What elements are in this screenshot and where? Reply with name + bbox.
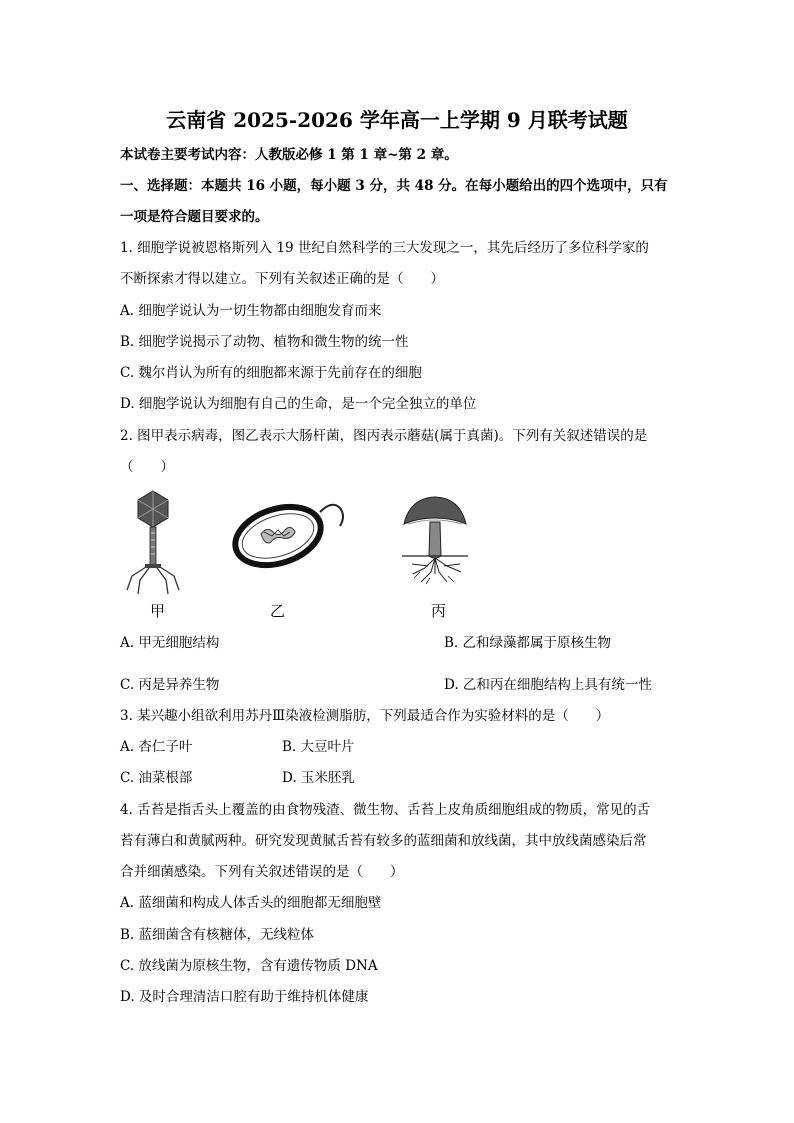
q1-stem-line1: 1. 细胞学说被恩格斯列入 19 世纪自然科学的三大发现之一，其先后经历了多位科学家的 — [120, 240, 649, 256]
q4-option-c: C. 放线菌为原核生物，含有遗传物质 DNA — [120, 958, 378, 974]
q1-option-a: A. 细胞学说认为一切生物都由细胞发育而来 — [120, 303, 382, 319]
q3-option-c: C. 油菜根部 — [120, 770, 193, 786]
figure-label-yi: 乙 — [270, 602, 286, 620]
q2-option-b: B. 乙和绿藻都属于原核生物 — [444, 635, 612, 651]
exam-scope: 本试卷主要考试内容：人教版必修 1 第 1 章~第 2 章。 — [120, 147, 458, 163]
q3-option-b: B. 大豆叶片 — [282, 739, 355, 755]
q3-option-d: D. 玉米胚乳 — [282, 770, 355, 786]
figure-label-bing: 丙 — [431, 602, 447, 620]
figure-label-jia: 甲 — [150, 602, 166, 620]
q1-option-d: D. 细胞学说认为细胞有自己的生命，是一个完全独立的单位 — [120, 396, 477, 412]
bacterium-illustration — [228, 496, 348, 576]
q4-option-b: B. 蓝细菌含有核糖体，无线粒体 — [120, 927, 315, 943]
q3-option-a: A. 杏仁子叶 — [120, 739, 193, 755]
q2-option-c: C. 丙是异养生物 — [120, 677, 220, 693]
q2-option-a: A. 甲无细胞结构 — [120, 635, 220, 651]
q2-option-d: D. 乙和丙在细胞结构上具有统一性 — [444, 677, 652, 693]
q3-stem: 3. 某兴趣小组欲利用苏丹Ⅲ染液检测脂肪，下列最适合作为实验材料的是（ ） — [120, 708, 610, 724]
q4-stem-line2: 苔有薄白和黄腻两种。研究发现黄腻舌苔有较多的蓝细菌和放线菌，其中放线菌感染后常 — [120, 833, 647, 849]
mushroom-illustration — [400, 494, 470, 590]
page-title: 云南省 2025-2026 学年高一上学期 9 月联考试题 — [166, 108, 628, 132]
q4-stem-line1: 4. 舌苔是指舌头上覆盖的由食物残渣、微生物、舌苔上皮角质细胞组成的物质，常见的舌 — [120, 802, 651, 818]
q2-stem-line2: （ ） — [120, 459, 174, 475]
q4-stem-line3: 合并细菌感染。下列有关叙述错误的是（ ） — [120, 864, 404, 880]
q1-option-c: C. 魏尔肖认为所有的细胞都来源于先前存在的细胞 — [120, 365, 422, 381]
q4-option-d: D. 及时合理清洁口腔有助于维持机体健康 — [120, 989, 369, 1005]
q1-stem-line2: 不断探索才得以建立。下列有关叙述正确的是（ ） — [120, 271, 444, 287]
q4-option-a: A. 蓝细菌和构成人体舌头的细胞都无细胞壁 — [120, 895, 382, 911]
q1-option-b: B. 细胞学说揭示了动物、植物和微生物的统一性 — [120, 334, 409, 350]
section-heading-line1: 一、选择题：本题共 16 小题，每小题 3 分，共 48 分。在每小题给出的四个选项中，只有 — [120, 178, 668, 194]
virus-illustration — [118, 488, 188, 598]
q2-stem-line1: 2. 图甲表示病毒，图乙表示大肠杆菌，图丙表示蘑菇(属于真菌)。下列有关叙述错误的是 — [120, 428, 648, 444]
section-heading-line2: 一项是符合题目要求的。 — [120, 209, 269, 225]
